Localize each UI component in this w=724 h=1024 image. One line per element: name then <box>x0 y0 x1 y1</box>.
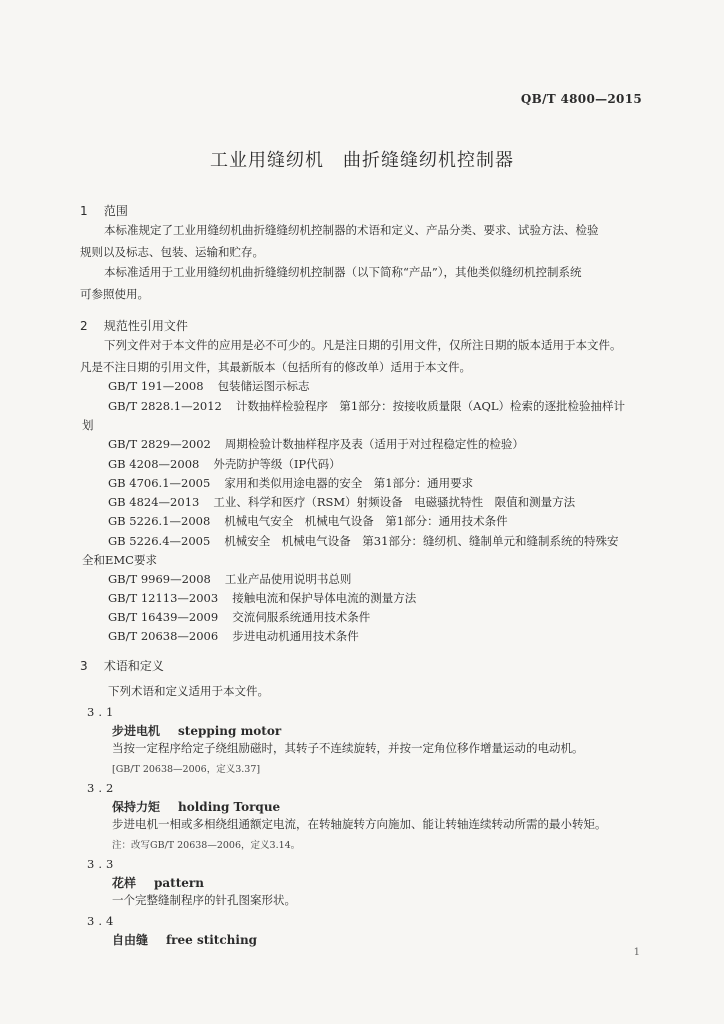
text-line: 规则以及标志、包装、运输和贮存。 <box>80 245 264 259</box>
reference-item <box>108 571 351 587</box>
term-number: 3.2 <box>87 781 118 795</box>
section-1-paragraph-1 <box>80 219 647 263</box>
term-definition: 当按一定程序给定子绕组励磁时，其转子不连续旋转，并按一定角位移作增量运动的电动机。 <box>112 741 584 755</box>
term-en: free stitching <box>166 933 258 947</box>
reference-title: 计数抽样检验程序 第1部分：按接收质量限（AQL）检索的逐批检验抽样计 <box>235 399 626 413</box>
reference-wrap-text: 全和EMC要求 <box>82 553 157 567</box>
reference-item <box>108 533 618 549</box>
section-title: 术语和定义 <box>103 659 164 673</box>
term-heading <box>112 931 257 948</box>
text-line: 可参照使用。 <box>80 287 149 301</box>
reference-title: 家用和类似用途电器的安全 第1部分：通用要求 <box>224 476 474 490</box>
section-number: 2 <box>80 319 88 333</box>
reference-title: 外壳防护等级（IP代码） <box>213 457 341 471</box>
text-line: 下列文件对于本文件的应用是必不可少的。凡是注日期的引用文件，仅所注日期的版本适用于本文件。 <box>104 338 622 352</box>
section-2-heading <box>80 317 188 334</box>
term-definition: 一个完整缝制程序的针孔图案形状。 <box>112 893 296 907</box>
term-en: holding Torque <box>178 800 281 814</box>
section-number: 3 <box>80 659 88 673</box>
reference-item <box>108 475 473 491</box>
reference-code: GB 5226.1—2008 <box>108 514 211 528</box>
reference-item <box>108 436 524 452</box>
reference-code: GB/T 20638—2006 <box>108 629 219 643</box>
reference-title: 交流伺服系统通用技术条件 <box>232 610 371 624</box>
section-number: 1 <box>80 204 88 218</box>
reference-title: 周期检验计数抽样程序及表（适用于对过程稳定性的检验） <box>224 437 524 451</box>
text-line: 本标准适用于工业用缝纫机曲折缝缝纫机控制器（以下简称“产品”），其他类似缝纫机控制系统 <box>104 265 582 279</box>
document-title: 工业用缝纫机 曲折缝缝纫机控制器 <box>210 150 514 171</box>
reference-code: GB/T 2828.1—2012 <box>108 399 222 413</box>
reference-title: 机械安全 机械电气设备 第31部分：缝纫机、缝制单元和缝制系统的特殊安 <box>224 534 619 548</box>
term-heading <box>112 874 204 891</box>
reference-code: GB/T 12113—2003 <box>108 591 219 605</box>
term-heading <box>112 722 281 739</box>
reference-item <box>108 398 625 414</box>
reference-code: GB/T 9969—2008 <box>108 572 211 586</box>
term-zh: 花样 <box>112 876 137 890</box>
term-zh: 步进电机 <box>112 724 161 738</box>
reference-item <box>108 456 341 472</box>
term-number: 3.3 <box>87 857 118 871</box>
reference-item <box>108 609 370 625</box>
term-heading <box>112 798 280 815</box>
term-definition: 步进电机一相或多相绕组通额定电流，在转轴旋转方向施加、能让转轴连续转动所需的最小转矩。 <box>112 817 607 831</box>
reference-wrap-text: 划 <box>82 418 94 432</box>
reference-title: 工业产品使用说明书总则 <box>224 572 352 586</box>
section-title: 范围 <box>103 204 128 218</box>
section-2-intro <box>80 334 647 378</box>
reference-code: GB/T 16439—2009 <box>108 610 219 624</box>
standard-code: QB/T 4800—2015 <box>520 92 642 106</box>
term-number: 3.4 <box>87 914 118 928</box>
section-1-paragraph-2 <box>80 261 647 305</box>
reference-title: 工业、科学和医疗（RSM）射频设备 电磁骚扰特性 限值和测量方法 <box>213 495 576 509</box>
term-number: 3.1 <box>87 705 118 719</box>
reference-code: GB 5226.4—2005 <box>108 534 211 548</box>
text-line: 凡是不注日期的引用文件，其最新版本（包括所有的修改单）适用于本文件。 <box>80 360 471 374</box>
term-note: 注：改写GB/T 20638—2006，定义3.14。 <box>112 840 301 851</box>
reference-title: 步进电动机通用技术条件 <box>232 629 359 643</box>
reference-code: GB 4706.1—2005 <box>108 476 211 490</box>
reference-item <box>108 378 310 394</box>
term-en: stepping motor <box>178 724 282 738</box>
reference-code: GB 4824—2013 <box>108 495 200 509</box>
reference-code: GB 4208—2008 <box>108 457 200 471</box>
reference-title: 接触电流和保护导体电流的测量方法 <box>232 591 417 605</box>
section-3-heading <box>80 657 164 674</box>
section-3-intro: 下列术语和定义适用于本文件。 <box>108 684 269 698</box>
reference-item <box>108 590 416 606</box>
reference-code: GB/T 191—2008 <box>108 379 204 393</box>
term-zh: 保持力矩 <box>112 800 161 814</box>
reference-item <box>108 628 359 644</box>
reference-item <box>108 494 575 510</box>
reference-title: 机械电气安全 机械电气设备 第1部分：通用技术条件 <box>224 514 508 528</box>
reference-code: GB/T 2829—2002 <box>108 437 211 451</box>
section-1-heading <box>80 202 128 219</box>
reference-item <box>108 513 508 529</box>
page-number: 1 <box>633 947 640 958</box>
term-en: pattern <box>154 876 204 890</box>
reference-title: 包装储运图示标志 <box>217 379 310 393</box>
term-note: [GB/T 20638—2006，定义3.37] <box>112 764 261 775</box>
section-title: 规范性引用文件 <box>103 319 188 333</box>
term-zh: 自由缝 <box>112 933 149 947</box>
text-line: 本标准规定了工业用缝纫机曲折缝缝纫机控制器的术语和定义、产品分类、要求、试验方法、检验 <box>104 223 599 237</box>
